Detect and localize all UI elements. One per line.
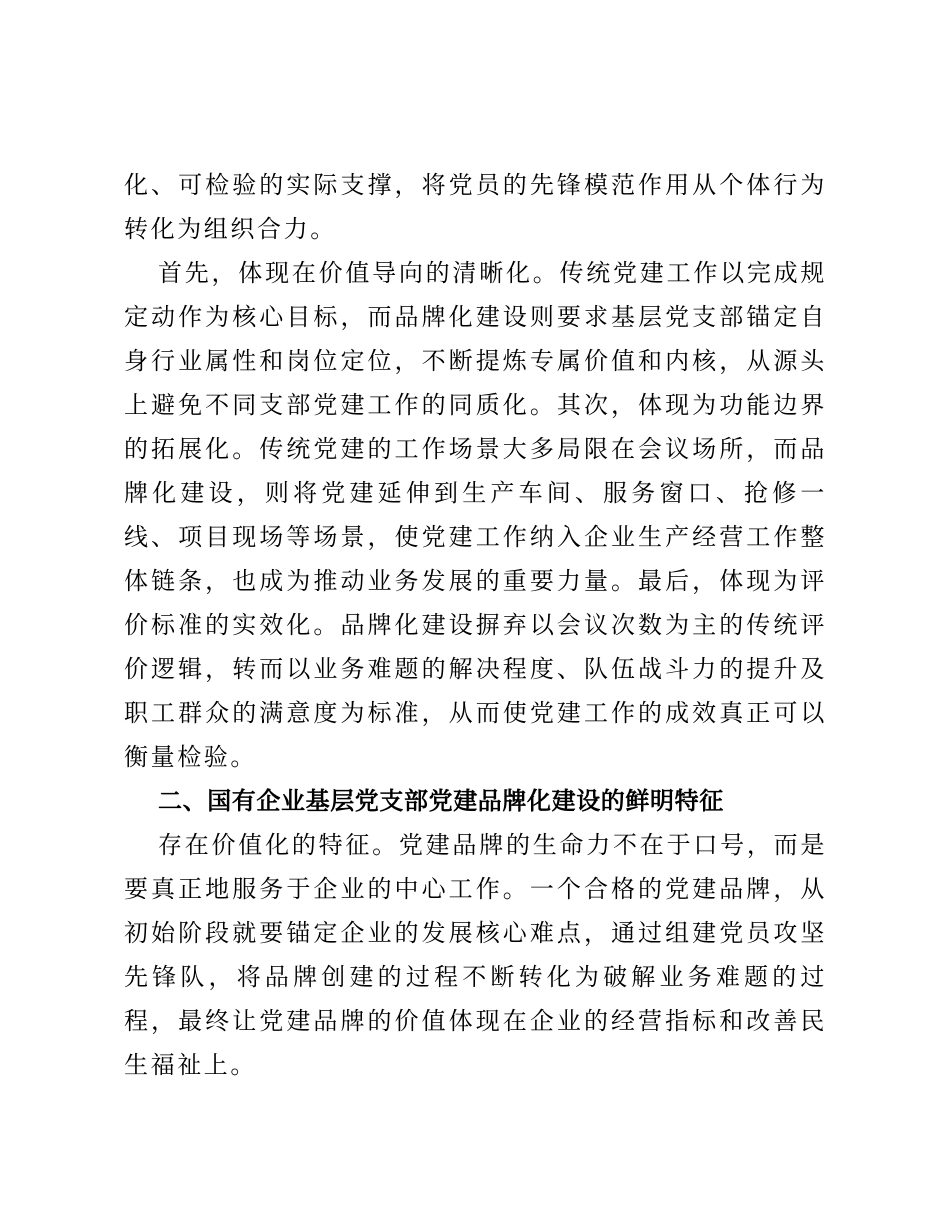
continuation-paragraph: 化、可检验的实际支撑，将党员的先锋模范作用从个体行为转化为组织合力。 xyxy=(124,171,827,243)
body-paragraph: 首先，体现在价值导向的清晰化。传统党建工作以完成规定动作为核心目标，而品牌化建设则要求基层党支部锚定自身行业属性和岗位定位，不断提炼专属价值和内核，从源头上避免不同支部党建工作的同质化。其次，体现为功能边界的拓展化。传统党建的工作场景大多局限在会议场所，而品牌化建设，则将党建延伸到生产车间、服务窗口、抢修一线、项目现场等场景，使党建工作纳入企业生产经营工作整体链条，也成为推动业务发展的重要力量。最后，体现为评价标准的实效化。品牌化建设摒弃以会议次数为主的传统评价逻辑，转而以业务难题的解决程度、队伍战斗力的提升及职工群众的满意度为标准，从而使党建工作的成效真正可以衡量检验。 xyxy=(124,259,827,771)
section-paragraph: 存在价值化的特征。党建品牌的生命力不在于口号，而是要真正地服务于企业的中心工作。一个合格的党建品牌，从初始阶段就要锚定企业的发展核心难点，通过组建党员攻坚先锋队，将品牌创建的过程不断转化为破解业务难题的过程，最终让党建品牌的价值体现在企业的经营指标和改善民生福祉上。 xyxy=(124,831,827,1079)
document-body xyxy=(124,163,827,1087)
section-heading: 二、国有企业基层党支部党建品牌化建设的鲜明特征 xyxy=(158,787,724,815)
